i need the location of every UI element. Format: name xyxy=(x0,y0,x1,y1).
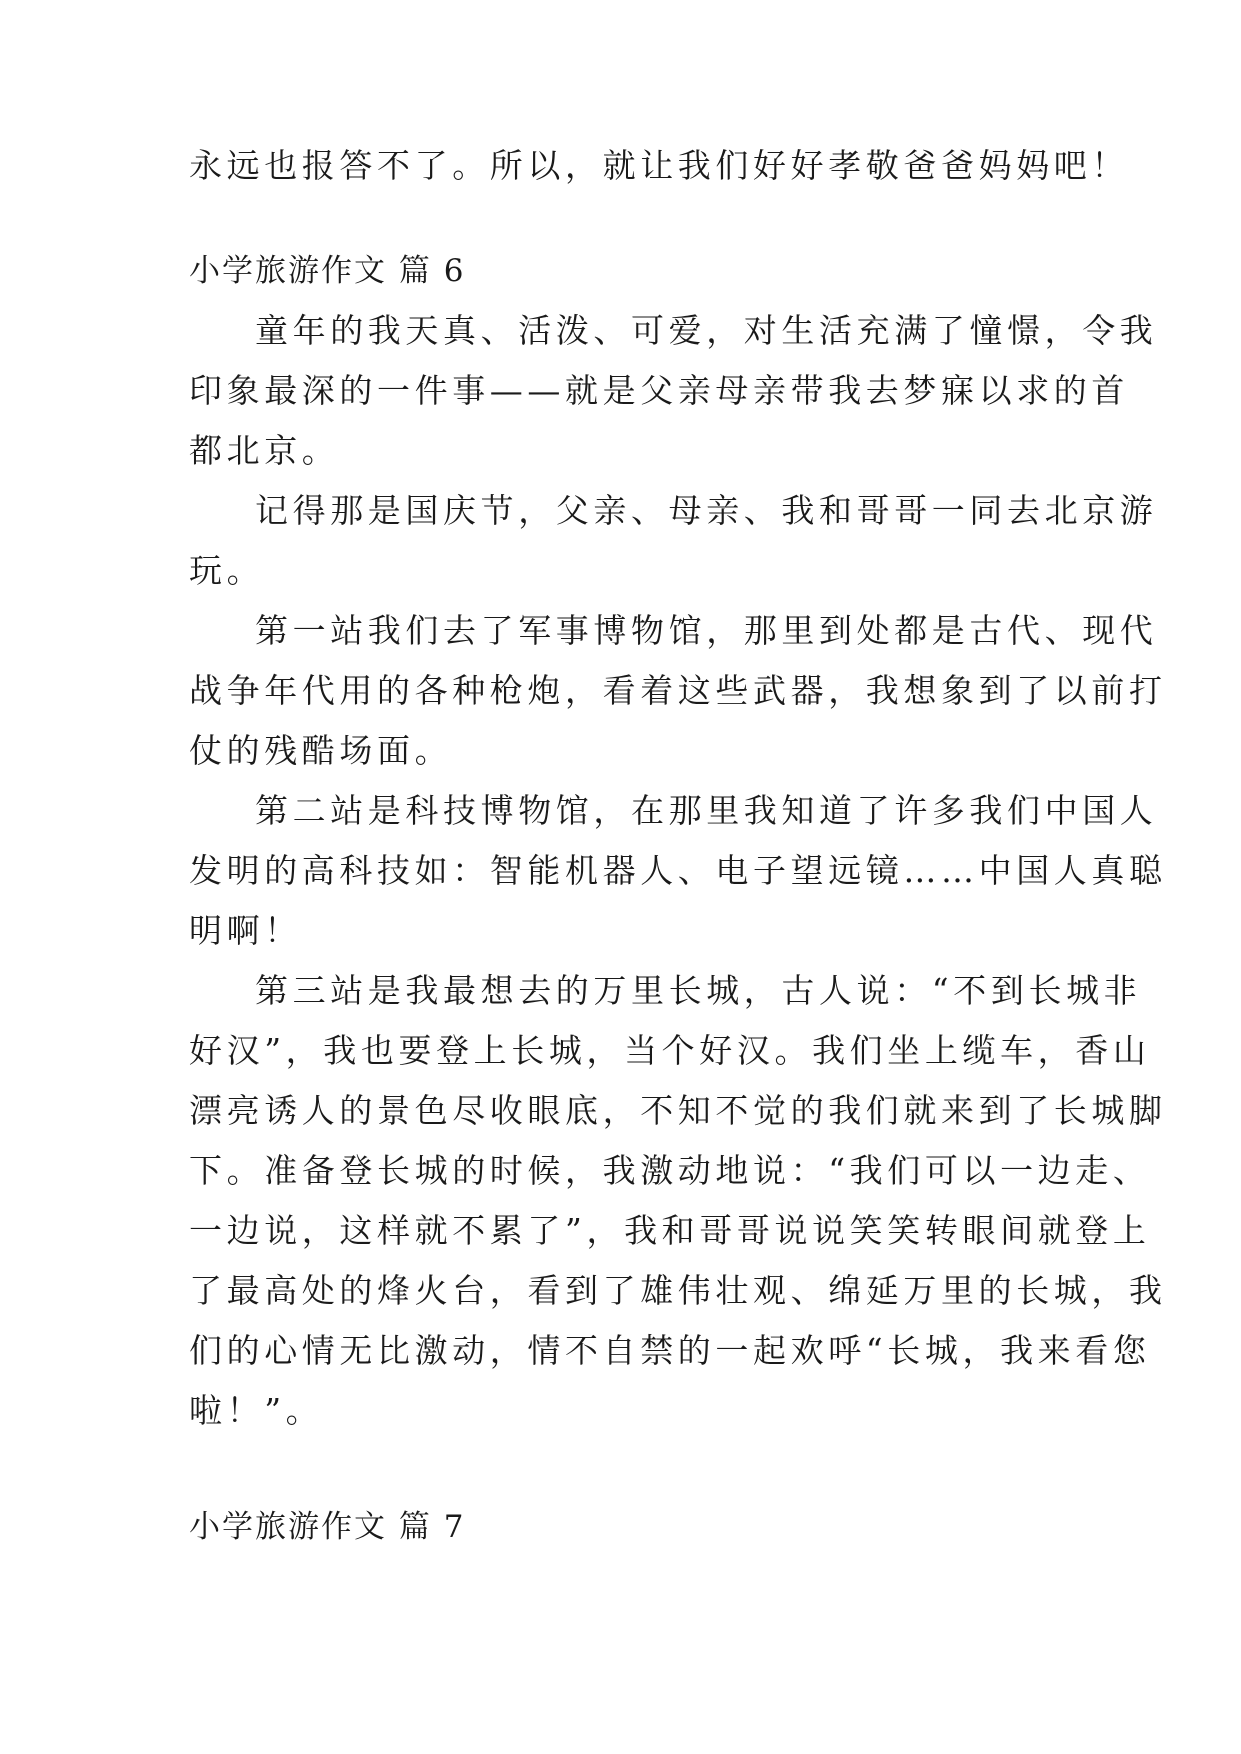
text-line: 记得那是国庆节，父亲、母亲、我和哥哥一同去北京游 xyxy=(255,491,1158,530)
text-line: 仗的残酷场面。 xyxy=(189,731,453,770)
section-6-body xyxy=(189,301,1167,1441)
text-line: 好汉”，我也要登上长城，当个好汉。我们坐上缆车，香山 xyxy=(189,1031,1151,1070)
paragraph xyxy=(189,481,1158,601)
text-line: 了最高处的烽火台，看到了雄伟壮观、绵延万里的长城，我 xyxy=(189,1271,1167,1310)
text-line: 第一站我们去了军事博物馆，那里到处都是古代、现代 xyxy=(255,611,1158,650)
text-line: 战争年代用的各种枪炮，看着这些武器，我想象到了以前打 xyxy=(189,671,1167,710)
text-line: 们的心情无比激动，情不自禁的一起欢呼“长城，我来看您 xyxy=(189,1331,1151,1370)
paragraph xyxy=(189,781,1167,961)
text-line: 啦！”。 xyxy=(189,1391,324,1430)
section-7-heading-block xyxy=(189,1497,1055,1557)
text-line: 印象最深的一件事——就是父亲母亲带我去梦寐以求的首 xyxy=(189,371,1129,410)
paragraph xyxy=(189,301,1158,481)
text-line: 漂亮诱人的景色尽收眼底，不知不觉的我们就来到了长城脚 xyxy=(189,1091,1167,1130)
text-line: 发明的高科技如：智能机器人、电子望远镜……中国人真聪 xyxy=(189,851,1167,890)
text-line: 玩。 xyxy=(189,551,265,590)
section-6-heading-block xyxy=(189,241,1055,301)
section-6-title: 小学旅游作文 篇 6 xyxy=(189,253,466,289)
text-line: 第二站是科技博物馆，在那里我知道了许多我们中国人 xyxy=(255,791,1158,830)
paragraph xyxy=(189,601,1167,781)
text-line: 第三站是我最想去的万里长城，古人说：“不到长城非 xyxy=(255,971,1142,1010)
text-line: 童年的我天真、活泼、可爱，对生活充满了憧憬，令我 xyxy=(255,311,1158,350)
text-line: 永远也报答不了。所以，就让我们好好孝敬爸爸妈妈吧！ xyxy=(189,146,1129,185)
text-line: 明啊！ xyxy=(189,911,302,950)
paragraph xyxy=(189,961,1167,1441)
text-line: 一边说，这样就不累了”，我和哥哥说说笑笑转眼间就登上 xyxy=(189,1211,1151,1250)
text-line: 都北京。 xyxy=(189,431,340,470)
text-line: 下。准备登长城的时候，我激动地说：“我们可以一边走、 xyxy=(189,1151,1151,1190)
previous-essay-tail xyxy=(189,136,1129,196)
section-7-title: 小学旅游作文 篇 7 xyxy=(189,1509,466,1545)
